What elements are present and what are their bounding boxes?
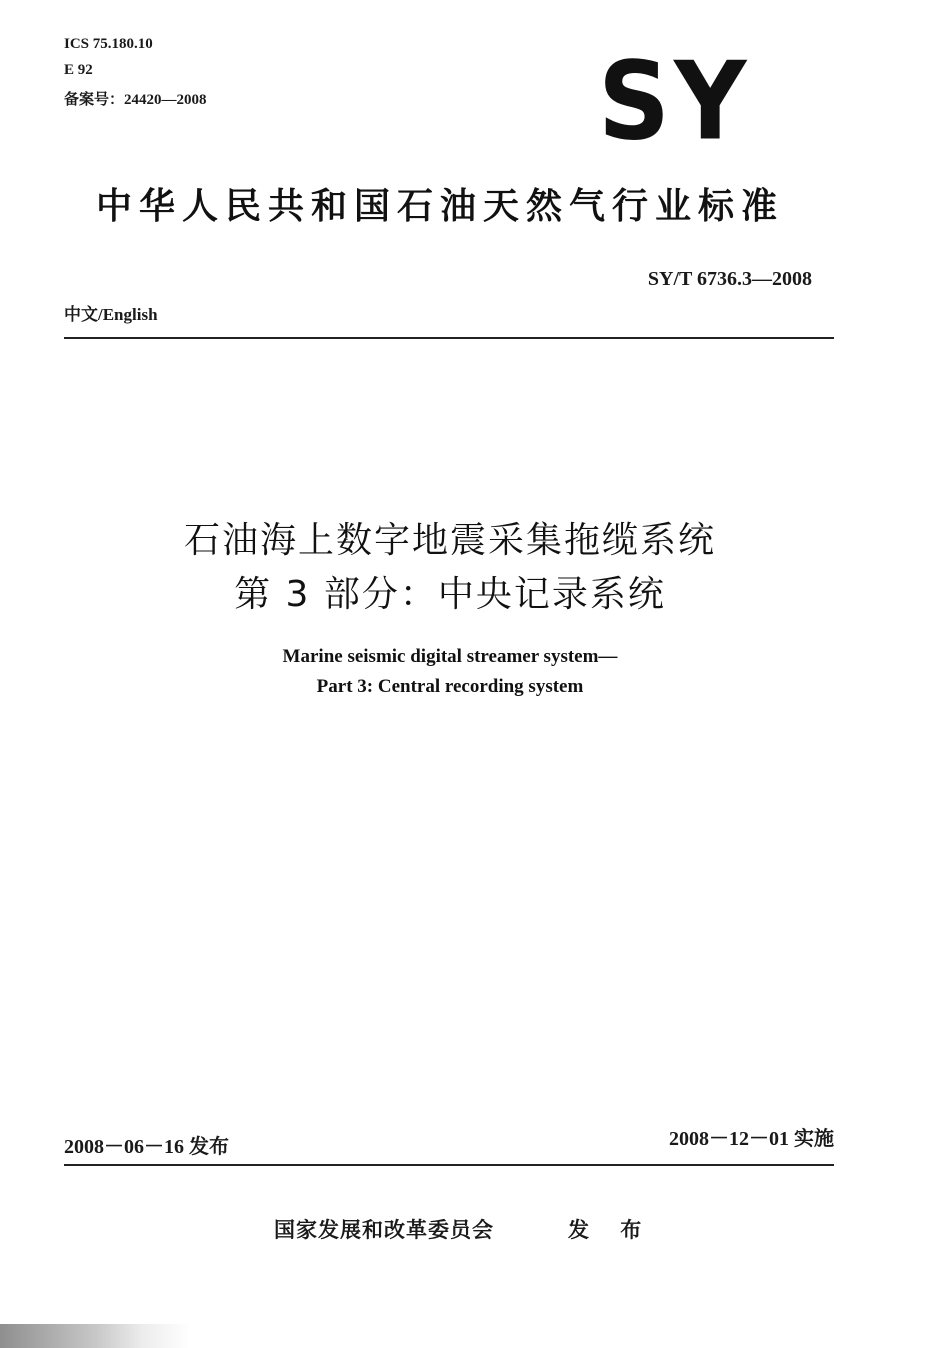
issue-date: 2008－06－16 发布 — [64, 1136, 229, 1158]
publish-label: 发 布 — [568, 1218, 654, 1242]
publisher-name: 国家发展和改革委员会 — [274, 1218, 494, 1242]
title-en-line1: Marine seismic digital streamer system— — [282, 646, 618, 667]
language-label: 中文/English — [64, 305, 158, 324]
effective-date: 2008－12－01 实施 — [669, 1128, 834, 1150]
record-number: 备案号：24420—2008 — [64, 92, 207, 108]
sy-logo: SY — [598, 38, 751, 165]
ics-code: ICS 75.180.10 — [64, 36, 153, 52]
standard-number: SY/T 6736.3—2008 — [647, 268, 812, 290]
top-divider — [64, 337, 834, 339]
title-cn-line2: 第 3 部分：中央记录系统 — [234, 574, 666, 615]
title-en-line2: Part 3: Central recording system — [316, 676, 584, 697]
org-title: 中华人民共和国石油天然气行业标准 — [96, 186, 785, 227]
scan-artifact — [0, 1324, 190, 1348]
classification-code: E 92 — [64, 62, 93, 78]
title-cn-line1: 石油海上数字地震采集拖缆系统 — [183, 520, 716, 561]
bottom-divider — [64, 1164, 834, 1166]
